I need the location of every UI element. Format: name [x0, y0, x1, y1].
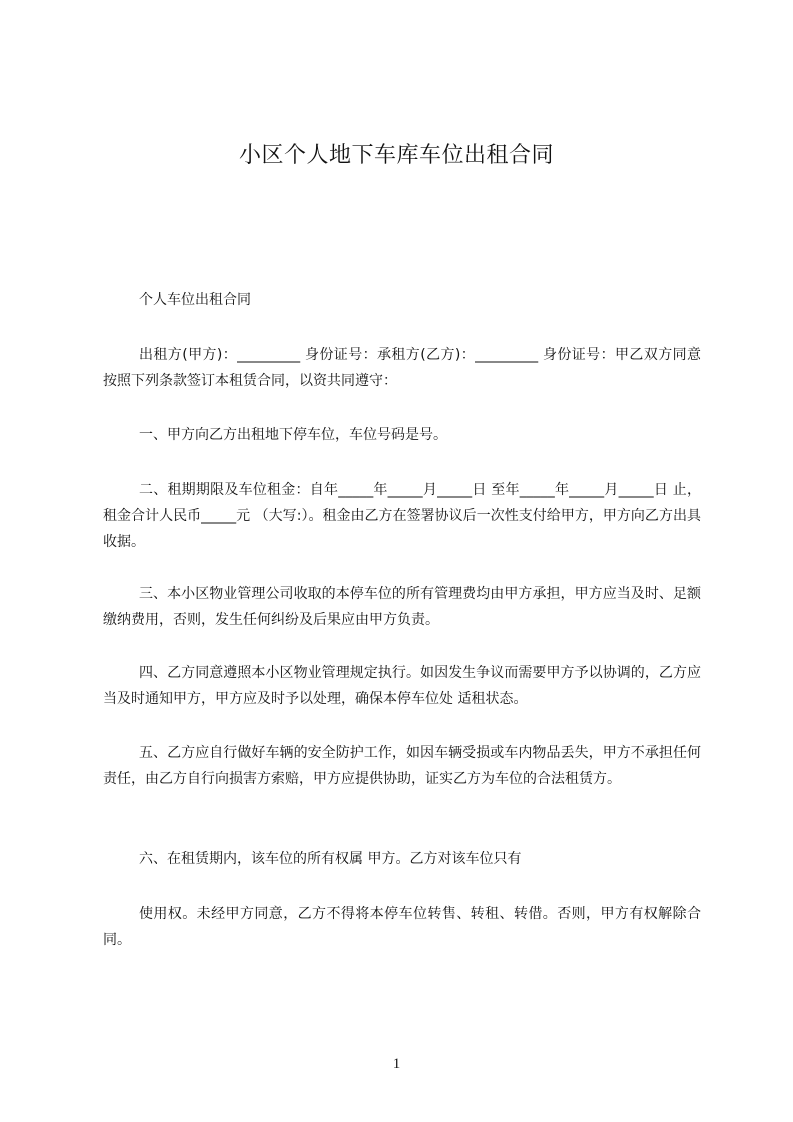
- page-number: 1: [392, 1056, 401, 1072]
- clause-6: 六、在租赁期内，该车位的所有权属 甲方。乙方对该车位只有: [139, 851, 522, 867]
- clause-3: 三、本小区物业管理公司收取的本停车位的所有管理费均由甲方承担，甲方应当及时、足额缴纳费用，否则，发生任何纠纷及后果应由甲方负责。: [103, 586, 701, 628]
- clause-6-continued: 使用权。未经甲方同意，乙方不得将本停车位转售、转租、转借。否则，甲方有权解除合同。: [103, 906, 701, 948]
- clause-4: 四、乙方同意遵照本小区物业管理规定执行。如因发生争议而需要甲方予以协调的，乙方应当及时通知甲方，甲方应及时予以处理，确保本停车位处 适租状态。: [103, 665, 701, 707]
- clause-2: 二、租期期限及车位租金：自年_____年_____月_____日 至年_____年_____月_____日 止，租金合计人民币_____元 （大写:）。租金由乙方在签署协议后一次性支付给甲方，甲方向乙方出具收据。: [103, 482, 701, 550]
- subtitle: 个人车位出租合同: [139, 292, 251, 308]
- document-title: 小区个人地下车库车位出租合同: [238, 143, 554, 168]
- clause-5: 五、乙方应自行做好车辆的安全防护工作，如因车辆受损或车内物品丢失，甲方不承担任何责任，由乙方自行向损害方索赔，甲方应提供协助，证实乙方为车位的合法租赁方。: [103, 745, 701, 787]
- clause-1: 一、甲方向乙方出租地下停车位，车位号码是号。: [139, 427, 447, 443]
- paragraph-parties: 出租方(甲方)：_________ 身份证号：承租方(乙方)：_________ 身份证号：甲乙双方同意按照下列条款签订本租赁合同，以资共同遵守：: [103, 347, 701, 389]
